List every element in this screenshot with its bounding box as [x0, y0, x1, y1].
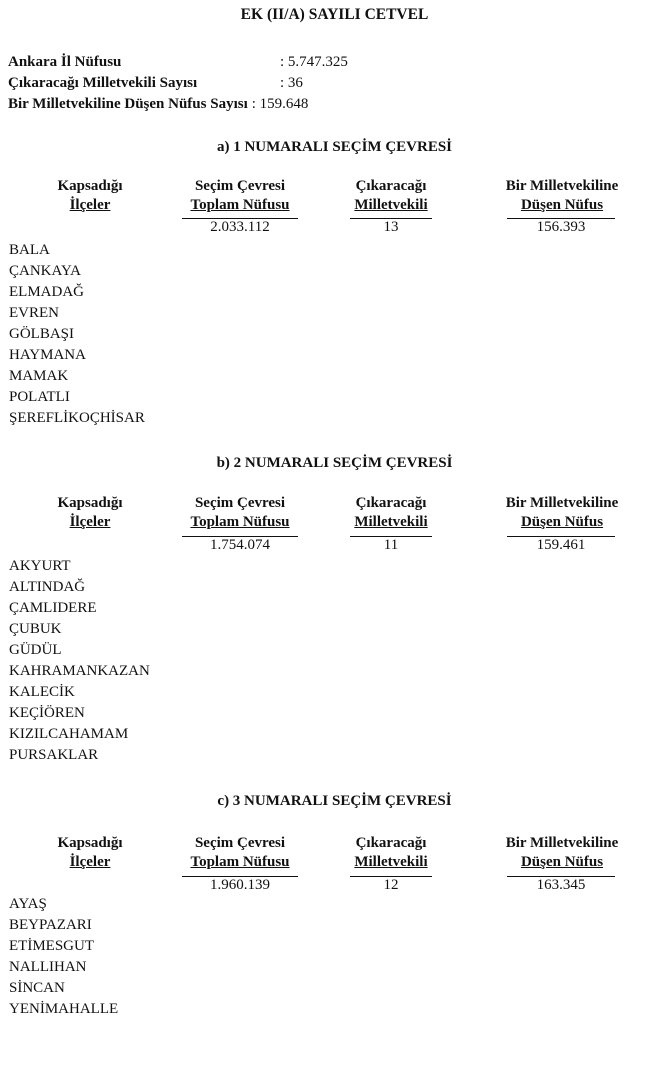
- list-item: BALA: [9, 242, 50, 258]
- summary-label: Çıkaracağı Milletvekili Sayısı: [8, 75, 198, 91]
- header-line: Milletvekili: [354, 514, 428, 530]
- list-item: AKYURT: [9, 558, 71, 574]
- header-deputies: [336, 494, 446, 532]
- header-population: [176, 177, 304, 215]
- list-item: ALTINDAĞ: [9, 579, 86, 595]
- list-item: HAYMANA: [9, 347, 86, 363]
- deputy-count: 12: [350, 876, 432, 894]
- list-item: POLATLI: [9, 389, 70, 405]
- header-line: Bir Milletvekiline: [505, 495, 619, 511]
- header-line: Düşen Nüfus: [520, 197, 604, 213]
- header-line: Çıkaracağı: [355, 835, 427, 851]
- list-item: EVREN: [9, 305, 59, 321]
- summary-row-per-deputy: [8, 94, 348, 115]
- list-item: KAHRAMANKAZAN: [9, 663, 150, 679]
- header-districts: [28, 834, 152, 872]
- summary-label: Ankara İl Nüfusu: [8, 54, 122, 70]
- section-2: [0, 452, 669, 763]
- header-line: Düşen Nüfus: [520, 514, 604, 530]
- total-population: 2.033.112: [182, 218, 298, 236]
- list-item: NALLIHAN: [9, 959, 87, 975]
- list-item: ETİMESGUT: [9, 938, 94, 954]
- list-item: ÇAMLIDERE: [9, 600, 97, 616]
- header-line: Kapsadığı: [57, 495, 123, 511]
- header-line: Seçim Çevresi: [194, 178, 286, 194]
- province-summary: [8, 52, 348, 115]
- header-population: [176, 834, 304, 872]
- document-title: EK (II/A) SAYILI CETVEL: [240, 6, 429, 23]
- total-population: 1.960.139: [182, 876, 298, 894]
- section-title: b) 2 NUMARALI SEÇİM ÇEVRESİ: [216, 455, 453, 471]
- header-per-deputy: [482, 494, 642, 532]
- summary-value: : 159.648: [251, 96, 309, 112]
- summary-row-deputies: [8, 73, 348, 94]
- population-per-deputy: 163.345: [507, 876, 615, 894]
- list-item: KIZILCAHAMAM: [9, 726, 129, 742]
- list-item: MAMAK: [9, 368, 69, 384]
- district-list: [9, 556, 150, 766]
- header-line: Düşen Nüfus: [520, 854, 604, 870]
- list-item: KALECİK: [9, 684, 75, 700]
- header-line: Seçim Çevresi: [194, 835, 286, 851]
- header-line: Çıkaracağı: [355, 495, 427, 511]
- header-per-deputy: [482, 834, 642, 872]
- header-line: Seçim Çevresi: [194, 495, 286, 511]
- header-per-deputy: [482, 177, 642, 215]
- section-title: c) 3 NUMARALI SEÇİM ÇEVRESİ: [217, 793, 452, 809]
- section-title: a) 1 NUMARALI SEÇİM ÇEVRESİ: [216, 139, 453, 155]
- total-population: 1.754.074: [182, 536, 298, 554]
- summary-label: Bir Milletvekiline Düşen Nüfus Sayısı: [8, 96, 248, 112]
- list-item: GÜDÜL: [9, 642, 62, 658]
- header-population: [176, 494, 304, 532]
- deputy-count: 11: [350, 536, 432, 554]
- district-list: [9, 240, 145, 429]
- list-item: BEYPAZARI: [9, 917, 92, 933]
- header-districts: [28, 494, 152, 532]
- list-item: ELMADAĞ: [9, 284, 84, 300]
- header-line: İlçeler: [69, 514, 111, 530]
- header-line: Kapsadığı: [57, 178, 123, 194]
- header-line: Çıkaracağı: [355, 178, 427, 194]
- list-item: SİNCAN: [9, 980, 65, 996]
- header-line: İlçeler: [69, 854, 111, 870]
- header-line: Kapsadığı: [57, 835, 123, 851]
- header-line: İlçeler: [69, 197, 111, 213]
- summary-row-population: [8, 52, 348, 73]
- list-item: GÖLBAŞI: [9, 326, 75, 342]
- list-item: YENİMAHALLE: [9, 1001, 119, 1017]
- population-per-deputy: 159.461: [507, 536, 615, 554]
- header-line: Milletvekili: [354, 854, 428, 870]
- header-districts: [28, 177, 152, 215]
- header-deputies: [336, 177, 446, 215]
- section-3: [0, 790, 669, 1017]
- header-line: Toplam Nüfusu: [190, 854, 290, 870]
- list-item: ŞEREFLİKOÇHİSAR: [9, 410, 145, 426]
- header-line: Milletvekili: [354, 197, 428, 213]
- summary-value: : 5.747.325: [280, 54, 348, 70]
- header-line: Bir Milletvekiline: [505, 178, 619, 194]
- section-1: [0, 136, 669, 426]
- header-deputies: [336, 834, 446, 872]
- header-line: Toplam Nüfusu: [190, 514, 290, 530]
- list-item: PURSAKLAR: [9, 747, 99, 763]
- summary-value: : 36: [280, 75, 303, 91]
- list-item: ÇUBUK: [9, 621, 62, 637]
- header-line: Toplam Nüfusu: [190, 197, 290, 213]
- header-line: Bir Milletvekiline: [505, 835, 619, 851]
- list-item: AYAŞ: [9, 896, 47, 912]
- deputy-count: 13: [350, 218, 432, 236]
- population-per-deputy: 156.393: [507, 218, 615, 236]
- list-item: KEÇİÖREN: [9, 705, 85, 721]
- list-item: ÇANKAYA: [9, 263, 81, 279]
- district-list: [9, 894, 118, 1020]
